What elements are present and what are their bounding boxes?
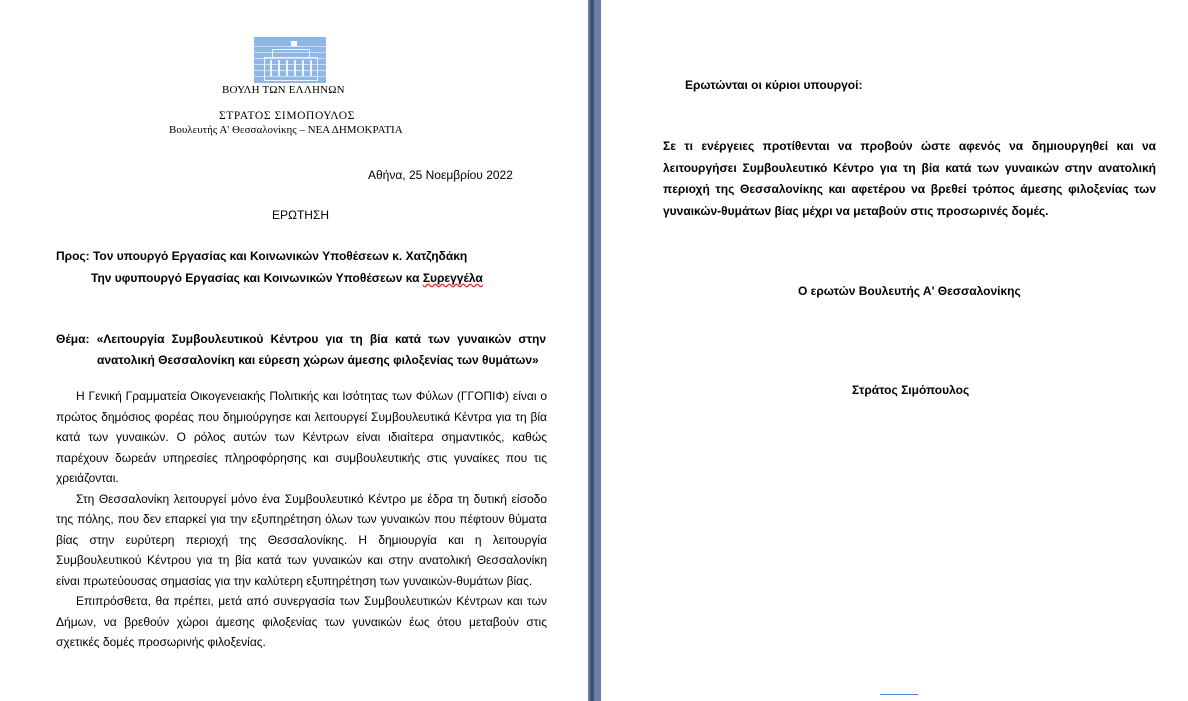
emblem-caption: ΒΟΥΛΗ ΤΩΝ ΕΛΛΗΝΩΝ [222, 84, 345, 96]
question-paragraph: Σε τι ενέργειες προτίθενται να προβούν ώστε αφενός να δημιουργηθεί και να λειτουργήσει Συμβουλευτικό Κέντρο για τη βία κατά των γυναικών στην ανατολική περιοχή της Θεσσαλονίκης και αφετέρου να βρεθεί τρόπος άμεσης φιλοξενίας των γυναικών-θυμάτων βίας μέχρι να μεταβούν στις προσωρινές δομές. [663, 139, 1156, 219]
body-text [56, 386, 547, 653]
recipient-line-2-text: Την υφυπουργό Εργασίας και Κοινωνικών Υποθέσεων κα [91, 271, 423, 285]
body-paragraph-2: Στη Θεσσαλονίκη λειτουργεί μόνο ένα Συμβουλευτικό Κέντρο με έδρα τη δυτική είσοδο της πόλης, που δεν επαρκεί για την εξυπηρέτηση όλων των γυναικών που πέφτουν θύματα βίας στην ευρύτερη περιοχή της Θεσσαλονίκης. Η δημιουργία και η λειτουργία Συμβουλευτικού Κέντρου για τη βία κατά των γυναικών και στην ανατολική Θεσσαλονίκη είναι πρωτεύουσας σημασίας για την καλύτερη εξυπηρέτηση των γυναικών-θυμάτων βίας. [56, 491, 547, 588]
spellcheck-underlined-name: Συρεγγέλα [422, 271, 483, 285]
ministers-asked-line: Ερωτώνται οι κύριοι υπουργοί: [685, 78, 863, 92]
question-text [663, 136, 1156, 223]
author-name: ΣΤΡΑΤΟΣ ΣΙΜΟΠΟΥΛΟΣ [219, 110, 355, 122]
parliament-emblem-icon [254, 37, 326, 83]
page-footer-mark [880, 694, 918, 695]
recipient-line-2 [91, 270, 483, 286]
signer-title: Ο ερωτών Βουλευτής Α' Θεσσαλονίκης [798, 284, 1021, 298]
recipient-line-1: Προς: Τον υπουργό Εργασίας και Κοινωνικών Υποθέσεων κ. Χατζηδάκη [56, 249, 468, 263]
page-divider [588, 0, 601, 701]
body-paragraph-1: Η Γενική Γραμματεία Οικογενειακής Πολιτικής και Ισότητας των Φύλων (ΓΓΟΠΙΦ) είναι ο πρώτος δημόσιος φορέας που δημιούργησε και λειτουργεί Συμβουλευτικά Κέντρα για τη βία κατά των γυναικών. Ο ρόλος αυτών των Κέντρων είναι ιδιαίτερα σημαντικός, καθώς παρέχουν δωρεάν υπηρεσίες πληροφόρησης και συμβουλευτικής στις γυναίκες που τις χρειάζονται. [56, 389, 547, 485]
date-line: Αθήνα, 25 Νοεμβρίου 2022 [368, 168, 513, 182]
subject-line-2: ανατολική Θεσσαλονίκη και εύρεση χώρων άμεσης φιλοξενίας των θυμάτων» [97, 353, 539, 367]
document-page-2 [601, 0, 1188, 701]
signer-name: Στράτος Σιμόπουλος [852, 383, 970, 397]
body-paragraph-3: Επιπρόσθετα, θα πρέπει, μετά από συνεργασία των Συμβουλευτικών Κέντρων και των Δήμων, να βρεθούν χώροι άμεσης φιλοξενίας των γυναικών έως ότου μεταβούν στις σχετικές δομές προσωρινής φιλοξενίας. [56, 594, 547, 649]
document-page-1 [0, 0, 588, 701]
subject-line-1: Θέμα: «Λειτουργία Συμβουλευτικού Κέντρου για τη βία κατά των γυναικών στην [56, 332, 546, 346]
author-role: Βουλευτής Α' Θεσσαλονίκης – ΝΕΑ ΔΗΜΟΚΡΑΤΙΑ [169, 124, 403, 136]
document-heading: ΕΡΩΤΗΣΗ [272, 208, 330, 222]
